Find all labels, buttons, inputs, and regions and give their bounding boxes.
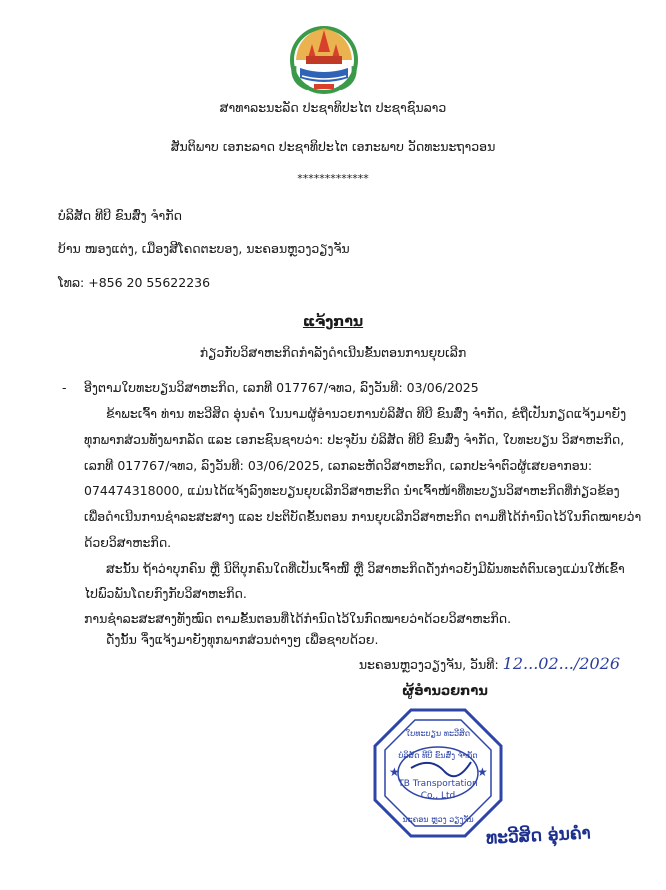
notice-title: ແຈ້ງການ xyxy=(302,314,364,330)
body-line: ທຸກພາກສ່ວນທັງພາກລັດ ແລະ ເອກະຊົນຊາບວ່າ: ປະຈຸບັນ ບໍລິສັດ ທີບີ ຂົນສົ່ງ ຈຳກັດ, ໃບທະບຽນ ວິສາຫະກິດ, xyxy=(84,432,625,447)
signature: ທະວີສິດ ອຸ່ນຄຳ xyxy=(485,823,592,849)
body-line: 074474318000, ແມ່ນໄດ້ແຈ້ງລົງທະບຽນຍຸບເລີກວິສາຫະກິດ ນຳເຈົ້າໜ້າທີ່ທະບຽນວິສາຫະກິດທີ່ກ່ຽວຂ້ອງ xyxy=(84,483,620,498)
company-address: ບ້ານ ໜອງແຕ່ງ, ເມືອງສີໂຄດຕະບອງ, ນະຄອນຫຼວງວຽງຈັນ xyxy=(58,241,350,256)
body-line: ຂ້າພະເຈົ້າ ທ່ານ ທະວີສິດ ອຸ່ນຄຳ ໃນນາມຜູ້ອຳນວຍການບໍລິສັດ ທີບີ ຂົນສົ່ງ ຈຳກັດ, ຂໍຖືເປັນກຽດແຈ້ງມາຍັງ xyxy=(106,406,627,421)
place-date-label: ນະຄອນຫຼວງວຽງຈັນ, ວັນທີ: xyxy=(358,657,499,672)
body-line: ການຊຳລະສະສາງທັງໝົດ ຕາມຂັ້ນຕອນທີ່ໄດ້ກຳນົດໄວ້ໃນກົດໝາຍວ່າດ້ວຍວິສາຫະກິດ. xyxy=(84,611,512,626)
bullet-mark: - xyxy=(62,380,67,395)
body-line: ເລກທີ 017767/ຈທວ, ລົງວັນທີ: 03/06/2025, ເລກລະຫັດວິສາຫະກິດ, ເລກປະຈຳຕົວຜູ້ເສຍອາກອນ: xyxy=(84,458,593,473)
place-date xyxy=(0,654,620,673)
body-line: ດ້ວຍວິສາຫະກິດ. xyxy=(84,535,172,550)
stamp-star-icon: ★ xyxy=(389,765,400,779)
stamp-top-text: ໃບທະບຽນ ທະວີສິດ xyxy=(405,729,471,738)
country-line: ສາທາລະນະລັດ ປະຊາທິປະໄຕ ປະຊາຊົນລາວ xyxy=(219,100,447,115)
motto-line: ສັນຕິພາບ ເອກະລາດ ປະຊາທິປະໄຕ ເອກະພາບ ວັດທະນະຖາວອນ xyxy=(170,139,496,154)
stamp-bottom-text: ນະຄອນ ຫຼວງ ວຽງຈັນ xyxy=(402,815,474,824)
national-emblem-icon xyxy=(288,22,360,94)
company-phone: ໂທລ: +856 20 55622236 xyxy=(58,275,211,290)
company-name: ບໍລິສັດ ທີບີ ຂົນສົ່ງ ຈຳກັດ xyxy=(58,208,182,223)
stamp-company-lao: ບໍລິສັດ ທີບີ ຂົນສົ່ງ ຈຳກັດ xyxy=(398,751,478,760)
body-line: ດັ່ງນັ້ນ ຈຶ່ງແຈ້ງມາຍັງທຸກພາກສ່ວນຕ່າງໆ ເພື່ອຊາບດ້ວຍ. xyxy=(106,632,379,647)
body-line: ເພື່ອດຳເນີນການຊຳລະສະສາງ ແລະ ປະຕິບັດຂັ້ນຕອນ ການຍຸບເລີກວິສາຫະກິດ ຕາມທີ່ໄດ້ກຳນົດໄວ້ໃນກົດໝາຍວ່າ xyxy=(84,509,642,524)
stamp-company-en-2: Co., Ltd xyxy=(420,791,456,801)
body-line: ສະນັ້ນ ຖ້າວ່າບຸກຄົນ ຫຼື ນິຕິບຸກຄົນໃດທີ່ເປັນເຈົ້າໜີ້ ຫຼື ວິສາຫະກິດດັ່ງກ່າວຍັງມີພັນທະຕໍ່ຕົນເອງແມ່ນໃຫ້ເຂົ້າ xyxy=(106,561,625,576)
handwritten-date: 12...02.../2026 xyxy=(502,654,620,673)
notice-subtitle: ກ່ຽວກັບວິສາຫະກິດກຳລັງດຳເນີນຂັ້ນຕອນການຍຸບເລີກ xyxy=(199,345,467,360)
body-line: ໄປພົວພັນໂດຍກົງກັບວິສາຫະກິດ. xyxy=(84,586,247,601)
reference-line: ອີງຕາມໃບທະບຽນວິສາຫະກິດ, ເລກທີ 017767/ຈທວ, ລົງວັນທີ: 03/06/2025 xyxy=(84,380,479,395)
stamp-company-en-1: TB Transportation xyxy=(398,779,478,789)
signer-title: ຜູ້ອຳນວຍການ xyxy=(402,684,488,699)
stamp-star-icon: ★ xyxy=(477,765,488,779)
separator: ************* xyxy=(297,172,369,185)
company-stamp-icon xyxy=(371,706,505,840)
